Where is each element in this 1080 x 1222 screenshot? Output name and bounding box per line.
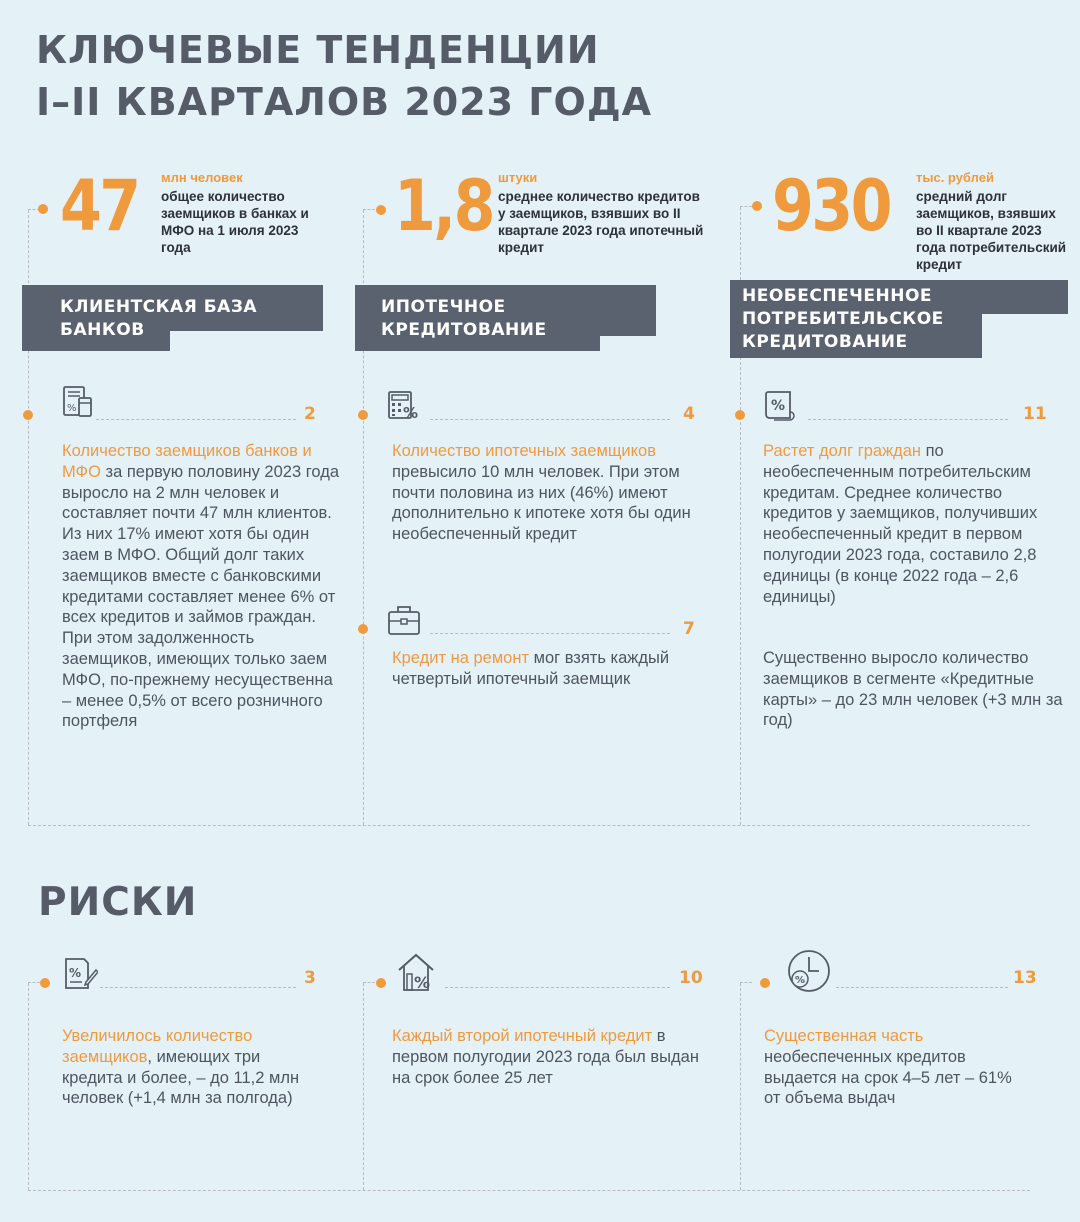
item-highlight: Растет долг граждан — [763, 442, 922, 460]
item-text — [62, 1026, 322, 1109]
stat-caption — [498, 170, 708, 256]
item-highlight: Увеличилось количество заемщиков — [62, 1027, 253, 1066]
section-divider — [28, 1190, 1030, 1191]
svg-text:%: % — [403, 404, 419, 422]
item-highlight: Количество ипотечных заемщиков — [392, 442, 656, 460]
item-rule — [100, 987, 296, 988]
banner-line: НЕОБЕСПЕЧЕННОЕ — [742, 286, 933, 306]
svg-text:%: % — [67, 403, 77, 414]
svg-text:%: % — [414, 973, 431, 992]
item-text — [392, 648, 692, 690]
item-highlight: Существенная часть — [764, 1027, 924, 1045]
item-body: за первую половину 2023 года выросло на 2 млн человек и составляет почти 47 млн клиентов. Из них 17% имеют хотя бы один заем в МФО. Общий долг таких заемщиков вместе с банковскими кредитами составляет менее 6% от всех кредитов и займов граждан. При этом задолженность заемщиков, имеющих только заем МФО, по-прежнему несущественна – менее 0,5% от всего розничного портфеля — [62, 462, 339, 731]
section-banner-mortgage — [355, 285, 656, 351]
item-text-secondary: Существенно выросло количество заемщиков в сегменте «Кредитные карты» – до 23 млн человек (+3 млн за год) — [763, 649, 1063, 730]
item-rule — [430, 633, 670, 634]
stat-number: 47 — [60, 165, 139, 247]
page-number: 3 — [304, 968, 316, 988]
item-highlight: Каждый второй ипотечный кредит — [392, 1027, 653, 1045]
bullet-dot — [760, 978, 770, 988]
page-number: 2 — [304, 404, 316, 424]
section-divider — [28, 825, 1030, 826]
page-number: 11 — [1023, 404, 1047, 424]
bullet-dot — [38, 204, 48, 214]
item-rule — [430, 419, 670, 420]
stat-number: 930 — [772, 165, 890, 247]
item-highlight: Кредит на ремонт — [392, 649, 530, 667]
item-body: необеспеченных кредитов выдается на срок 4–5 лет – 61% от объема выдач — [764, 1047, 1012, 1108]
page-number: 13 — [1013, 968, 1037, 988]
bullet-dot — [23, 410, 33, 420]
item-body: , имеющих три кредита и более, – до 11,2 млн человек (+1,4 млн за полгода) — [62, 1047, 300, 1108]
section-banner-unsecured — [730, 280, 1068, 358]
stat-caption — [916, 170, 1071, 273]
item-body: мог взять каждый четвертый ипотечный заемщик — [392, 649, 670, 688]
guide-line — [740, 982, 752, 983]
percent-scroll-icon — [762, 388, 798, 424]
item-rule — [836, 987, 1008, 988]
stat-unit: штуки — [498, 170, 538, 185]
item-body: превысило 10 млн человек. При этом почти половина из них (46%) имеют дополнительно к ипотеке хотя бы один необеспеченный кредит — [392, 462, 691, 544]
bullet-dot — [376, 978, 386, 988]
toolbox-icon — [386, 602, 422, 638]
guide-line — [28, 983, 29, 1190]
bullet-dot — [735, 410, 745, 420]
item-rule — [445, 987, 670, 988]
guide-line — [740, 983, 741, 1190]
page-title — [36, 24, 652, 128]
svg-text:%: % — [795, 975, 806, 986]
stat-caption — [161, 170, 331, 256]
percent-document-pen-icon — [62, 956, 98, 992]
svg-text:%: % — [69, 966, 82, 980]
svg-text:%: % — [771, 398, 786, 414]
item-body: по необеспеченным потребительским кредитам. Среднее количество кредитов у заемщиков, получивших необеспеченный кредит в первом полугодии 2023 года, составило 2,8 единицы (в конце 2022 года – 2,6 единицы) — [763, 442, 1038, 606]
guide-line — [363, 983, 364, 1190]
guide-line — [28, 982, 40, 983]
item-body: в первом полугодии 2023 года был выдан на срок более 25 лет — [392, 1027, 699, 1087]
stat-unit: млн человек — [161, 170, 243, 185]
bullet-dot — [752, 201, 762, 211]
bullet-dot — [376, 205, 386, 215]
section-banner-client-base — [22, 285, 323, 351]
stat-description: среднее количество кредитов у заемщиков, взявших во II квартале 2023 года ипотечный кредит — [498, 189, 704, 255]
item-text — [62, 441, 342, 732]
item-text — [764, 1026, 1024, 1109]
stat-unit: тыс. рублей — [916, 170, 994, 185]
page-number: 7 — [683, 619, 695, 639]
document-card-icon — [60, 384, 96, 420]
page-title-line-1: КЛЮЧЕВЫЕ ТЕНДЕНЦИИ — [36, 28, 600, 72]
risks-title: РИСКИ — [38, 880, 198, 925]
guide-line — [363, 982, 375, 983]
banner-line: КРЕДИТОВАНИЕ — [742, 332, 908, 352]
page-title-line-2: I–II КВАРТАЛОВ 2023 ГОДА — [36, 80, 653, 124]
item-rule — [808, 419, 1008, 420]
item-rule — [96, 419, 296, 420]
stat-description: общее количество заемщиков в банках и МФО на 1 июля 2023 года — [161, 189, 309, 255]
banner-line: ИПОТЕЧНОЕ — [381, 297, 506, 317]
page-number: 10 — [679, 968, 703, 988]
house-percent-icon — [396, 950, 440, 994]
clock-percent-icon — [786, 948, 832, 994]
item-text — [763, 441, 1068, 607]
guide-line — [363, 209, 375, 210]
stat-description: средний долг заемщиков, взявших во II квартале 2023 года потребительский кредит — [916, 189, 1067, 272]
banner-line: КЛИЕНТСКАЯ БАЗА — [60, 297, 258, 317]
guide-line — [740, 206, 752, 207]
item-text — [392, 441, 712, 545]
item-text — [392, 1026, 712, 1088]
banner-line: ПОТРЕБИТЕЛЬСКОЕ — [742, 309, 944, 329]
bullet-dot — [40, 978, 50, 988]
calculator-percent-icon — [386, 388, 422, 424]
banner-line: КРЕДИТОВАНИЕ — [381, 320, 547, 340]
bullet-dot — [358, 624, 368, 634]
page-number: 4 — [683, 404, 695, 424]
item-highlight: Количество заемщиков банков и МФО — [62, 442, 312, 481]
bullet-dot — [358, 410, 368, 420]
banner-line: БАНКОВ — [60, 320, 145, 340]
stat-number: 1,8 — [394, 165, 493, 247]
